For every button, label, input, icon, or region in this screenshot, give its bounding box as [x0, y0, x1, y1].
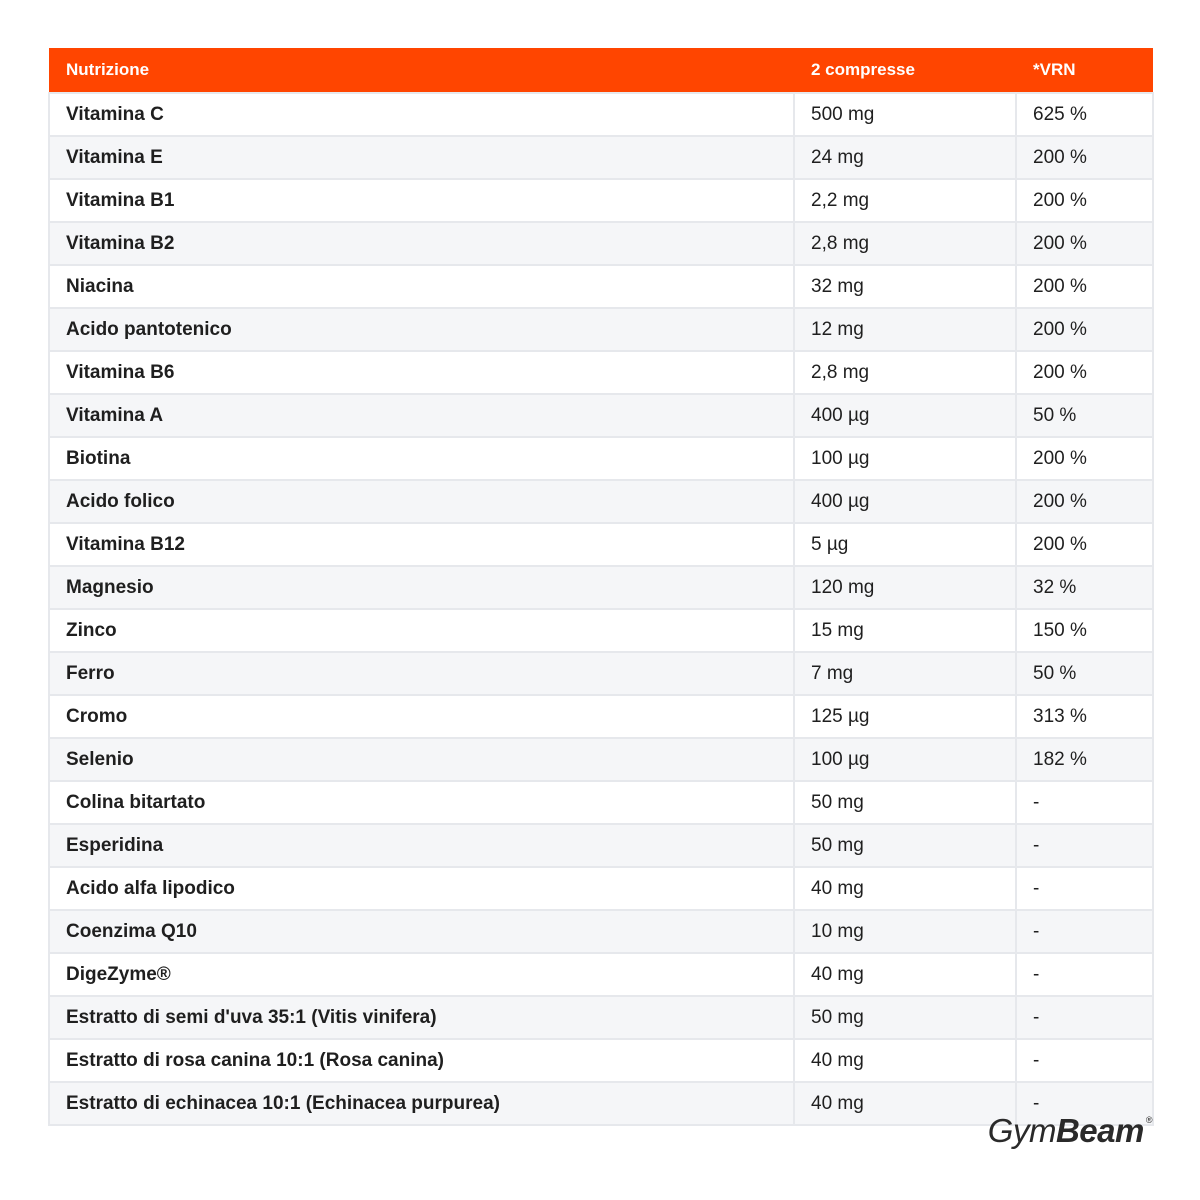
nutrient-name: DigeZyme®: [49, 953, 794, 996]
dose-value: 50 mg: [794, 781, 1016, 824]
vrn-value: 313 %: [1016, 695, 1153, 738]
dose-value: 50 mg: [794, 824, 1016, 867]
dose-value: 15 mg: [794, 609, 1016, 652]
nutrition-table: [48, 48, 1154, 1126]
dose-value: 10 mg: [794, 910, 1016, 953]
vrn-value: 200 %: [1016, 351, 1153, 394]
table-row: [49, 523, 1153, 566]
table-row: [49, 1039, 1153, 1082]
table-row: [49, 824, 1153, 867]
table-row: [49, 695, 1153, 738]
table-row: [49, 351, 1153, 394]
nutrient-name: Estratto di echinacea 10:1 (Echinacea purpurea): [49, 1082, 794, 1125]
nutrient-name: Estratto di rosa canina 10:1 (Rosa canina): [49, 1039, 794, 1082]
vrn-value: 50 %: [1016, 652, 1153, 695]
dose-value: 100 µg: [794, 738, 1016, 781]
dose-value: 5 µg: [794, 523, 1016, 566]
vrn-value: 200 %: [1016, 523, 1153, 566]
nutrient-name: Vitamina B6: [49, 351, 794, 394]
dose-value: 400 µg: [794, 480, 1016, 523]
header-vrn: *VRN: [1016, 48, 1153, 93]
vrn-value: 200 %: [1016, 308, 1153, 351]
dose-value: 125 µg: [794, 695, 1016, 738]
table-row: [49, 738, 1153, 781]
nutrient-name: Selenio: [49, 738, 794, 781]
table-row: [49, 480, 1153, 523]
table-row: [49, 609, 1153, 652]
nutrient-name: Estratto di semi d'uva 35:1 (Vitis vinifera): [49, 996, 794, 1039]
table-row: [49, 910, 1153, 953]
header-row: [49, 48, 1153, 93]
nutrient-name: Cromo: [49, 695, 794, 738]
gymbeam-logo: [988, 1112, 1152, 1150]
logo-text-bold: Beam: [1055, 1112, 1144, 1149]
nutrient-name: Vitamina A: [49, 394, 794, 437]
header-nutrition: Nutrizione: [49, 48, 794, 93]
table-body: [49, 93, 1153, 1125]
table-row: [49, 652, 1153, 695]
vrn-value: -: [1016, 996, 1153, 1039]
dose-value: 50 mg: [794, 996, 1016, 1039]
vrn-value: 150 %: [1016, 609, 1153, 652]
vrn-value: -: [1016, 953, 1153, 996]
dose-value: 40 mg: [794, 1082, 1016, 1125]
nutrient-name: Acido pantotenico: [49, 308, 794, 351]
vrn-value: -: [1016, 781, 1153, 824]
vrn-value: 200 %: [1016, 437, 1153, 480]
dose-value: 2,2 mg: [794, 179, 1016, 222]
nutrient-name: Coenzima Q10: [49, 910, 794, 953]
table-row: [49, 265, 1153, 308]
dose-value: 24 mg: [794, 136, 1016, 179]
vrn-value: -: [1016, 910, 1153, 953]
dose-value: 40 mg: [794, 1039, 1016, 1082]
table-row: [49, 953, 1153, 996]
logo-text-light: Gym: [987, 1112, 1056, 1149]
nutrient-name: Niacina: [49, 265, 794, 308]
dose-value: 12 mg: [794, 308, 1016, 351]
nutrient-name: Vitamina C: [49, 93, 794, 136]
vrn-value: 182 %: [1016, 738, 1153, 781]
vrn-value: 32 %: [1016, 566, 1153, 609]
dose-value: 32 mg: [794, 265, 1016, 308]
dose-value: 7 mg: [794, 652, 1016, 695]
vrn-value: -: [1016, 1082, 1153, 1125]
vrn-value: 625 %: [1016, 93, 1153, 136]
table-row: [49, 781, 1153, 824]
nutrient-name: Vitamina B12: [49, 523, 794, 566]
dose-value: 100 µg: [794, 437, 1016, 480]
vrn-value: 200 %: [1016, 480, 1153, 523]
dose-value: 500 mg: [794, 93, 1016, 136]
nutrient-name: Vitamina E: [49, 136, 794, 179]
table-row: [49, 179, 1153, 222]
table-row: [49, 394, 1153, 437]
table-header: [49, 48, 1153, 93]
nutrient-name: Colina bitartato: [49, 781, 794, 824]
dose-value: 40 mg: [794, 953, 1016, 996]
vrn-value: -: [1016, 867, 1153, 910]
table-row: [49, 308, 1153, 351]
vrn-value: -: [1016, 824, 1153, 867]
nutrient-name: Acido alfa lipodico: [49, 867, 794, 910]
table-row: [49, 93, 1153, 136]
registered-mark: ®: [1145, 1115, 1152, 1125]
table-row: [49, 222, 1153, 265]
vrn-value: 200 %: [1016, 136, 1153, 179]
vrn-value: 200 %: [1016, 265, 1153, 308]
nutrient-name: Vitamina B2: [49, 222, 794, 265]
vrn-value: 50 %: [1016, 394, 1153, 437]
nutrient-name: Biotina: [49, 437, 794, 480]
dose-value: 2,8 mg: [794, 351, 1016, 394]
dose-value: 120 mg: [794, 566, 1016, 609]
nutrient-name: Acido folico: [49, 480, 794, 523]
nutrient-name: Ferro: [49, 652, 794, 695]
dose-value: 2,8 mg: [794, 222, 1016, 265]
table-row: [49, 867, 1153, 910]
table-row: [49, 437, 1153, 480]
table-row: [49, 996, 1153, 1039]
table-row: [49, 136, 1153, 179]
table-row: [49, 566, 1153, 609]
header-dose: 2 compresse: [794, 48, 1016, 93]
nutrient-name: Magnesio: [49, 566, 794, 609]
vrn-value: -: [1016, 1039, 1153, 1082]
nutrient-name: Zinco: [49, 609, 794, 652]
vrn-value: 200 %: [1016, 222, 1153, 265]
vrn-value: 200 %: [1016, 179, 1153, 222]
nutrient-name: Vitamina B1: [49, 179, 794, 222]
nutrient-name: Esperidina: [49, 824, 794, 867]
dose-value: 40 mg: [794, 867, 1016, 910]
dose-value: 400 µg: [794, 394, 1016, 437]
